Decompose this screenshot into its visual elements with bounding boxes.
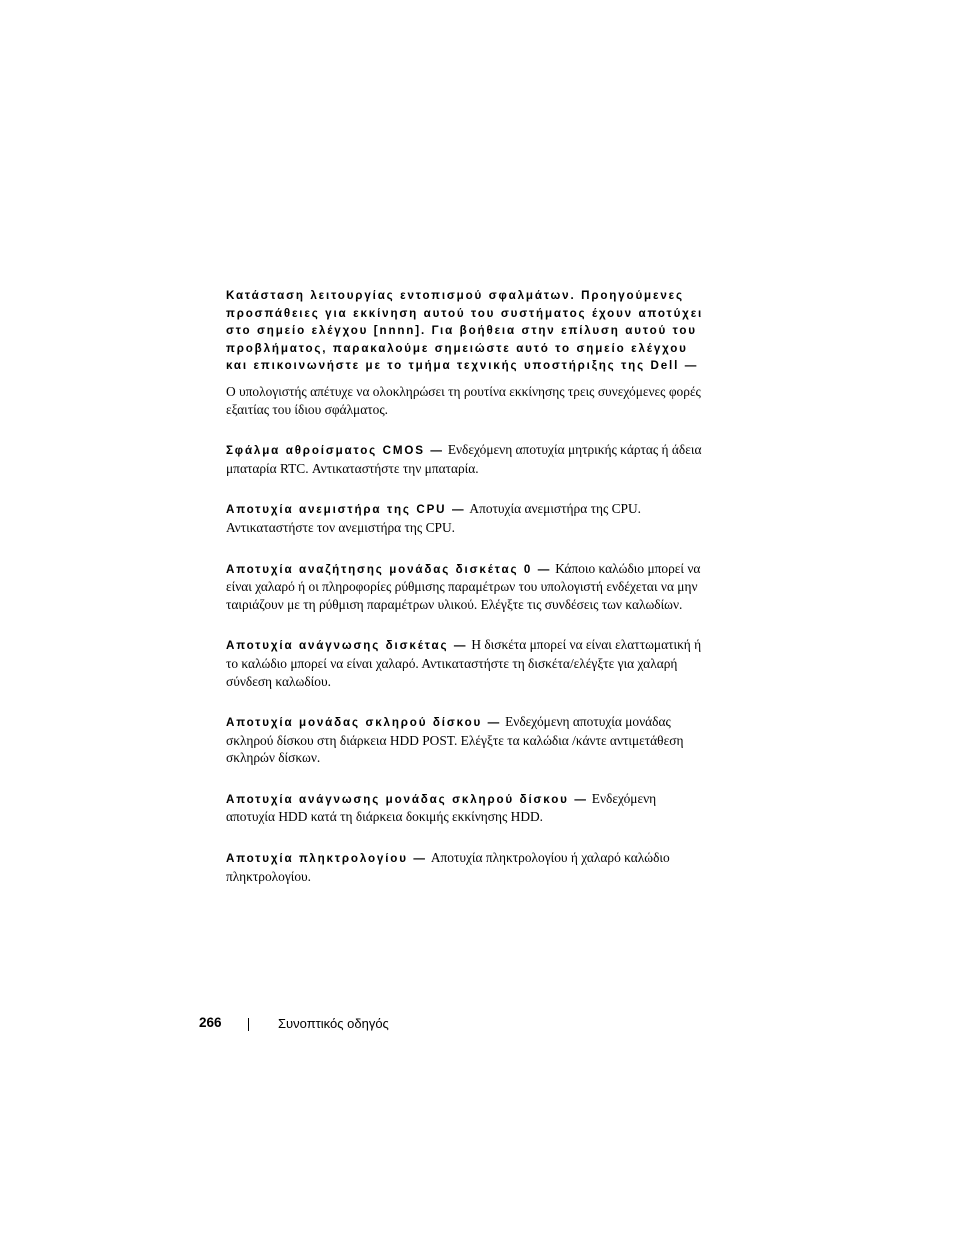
error-description: Ο υπολογιστής απέτυχε να ολοκληρώσει τη ρουτίνα εκκίνησης τρεις συνεχόμενες φορές εξαιτίας του ίδιου σφάλματος.	[226, 383, 701, 417]
error-entry-hard-drive	[226, 713, 708, 767]
error-term: Αποτυχία πληκτρολογίου —	[226, 852, 427, 866]
footer-divider	[248, 1018, 249, 1031]
error-entry-cpu-fan	[226, 500, 708, 536]
error-term: Αποτυχία ανεμιστήρα της CPU —	[226, 503, 466, 517]
error-entry-diagnostic-mode	[226, 287, 708, 418]
error-term: Σφάλμα αθροίσματος CMOS —	[226, 444, 444, 458]
error-term: Αποτυχία ανάγνωσης δισκέτας —	[226, 639, 468, 653]
error-description: Κάποιο καλώδιο μπορεί να είναι χαλαρό ή οι πληροφορίες ρύθμισης παραμέτρων του υπολογιστή ενδέχεται να μην ταιριάζουν με τη ρύθμιση παραμέτρων υλικού. Ελέγξτε τις συνδέσεις των καλωδίων.	[226, 560, 701, 612]
main-content	[226, 287, 708, 908]
error-description: Η δισκέτα μπορεί να είναι ελαττωματική ή το καλώδιο μπορεί να είναι χαλαρό. Αντικαταστήστε τη δισκέτα/ελέγξτε για χαλαρή σύνδεση καλωδίου.	[226, 637, 702, 689]
error-term: Αποτυχία μονάδας σκληρού δίσκου —	[226, 716, 502, 730]
error-term: Αποτυχία ανάγνωσης μονάδας σκληρού δίσκου —	[226, 792, 588, 806]
error-description: Ενδεχόμενη αποτυχία μητρικής κάρτας ή άδεια μπαταρία RTC. Αντικαταστήστε την μπαταρία.	[226, 442, 702, 476]
error-entry-diskette-read	[226, 636, 708, 690]
error-description: Αποτυχία ανεμιστήρα της CPU. Αντικαταστήστε τον ανεμιστήρα της CPU.	[226, 501, 642, 535]
error-entry-cmos-checksum	[226, 441, 708, 477]
guide-title: Συνοπτικός οδηγός	[278, 1016, 389, 1031]
error-description: Ενδεχόμενη αποτυχία μονάδας σκληρού δίσκου στη διάρκεια HDD POST. Ελέγξτε τα καλώδια /κάντε αντιμετάθεση σκληρών δίσκων.	[226, 714, 684, 766]
error-description: Αποτυχία πληκτρολογίου ή χαλαρό καλώδιο πληκτρολογίου.	[226, 850, 670, 884]
error-description: Ενδεχόμενη αποτυχία HDD κατά τη διάρκεια δοκιμής εκκίνησης HDD.	[226, 790, 657, 825]
error-entry-hard-drive-read	[226, 790, 708, 826]
error-term: Κατάσταση λειτουργίας εντοπισμού σφαλμάτων. Προηγούμενες προσπάθειες για εκκίνηση αυτού του συστήματος έχουν αποτύχει στο σημείο ελέγχου [nnnn]. Για βοήθεια στην επίλυση αυτού του προβλήματος, παρακαλούμε σημειώστε αυτό το σημείο ελέγχου και επικοινωνήστε με το τμήμα τεχνικής υποστήριξης της Dell —	[226, 289, 704, 373]
error-entry-keyboard	[226, 849, 708, 885]
error-term: Αποτυχία αναζήτησης μονάδας δισκέτας 0 —	[226, 562, 552, 576]
error-entry-diskette-seek	[226, 560, 708, 614]
page-number: 266	[199, 1015, 222, 1030]
